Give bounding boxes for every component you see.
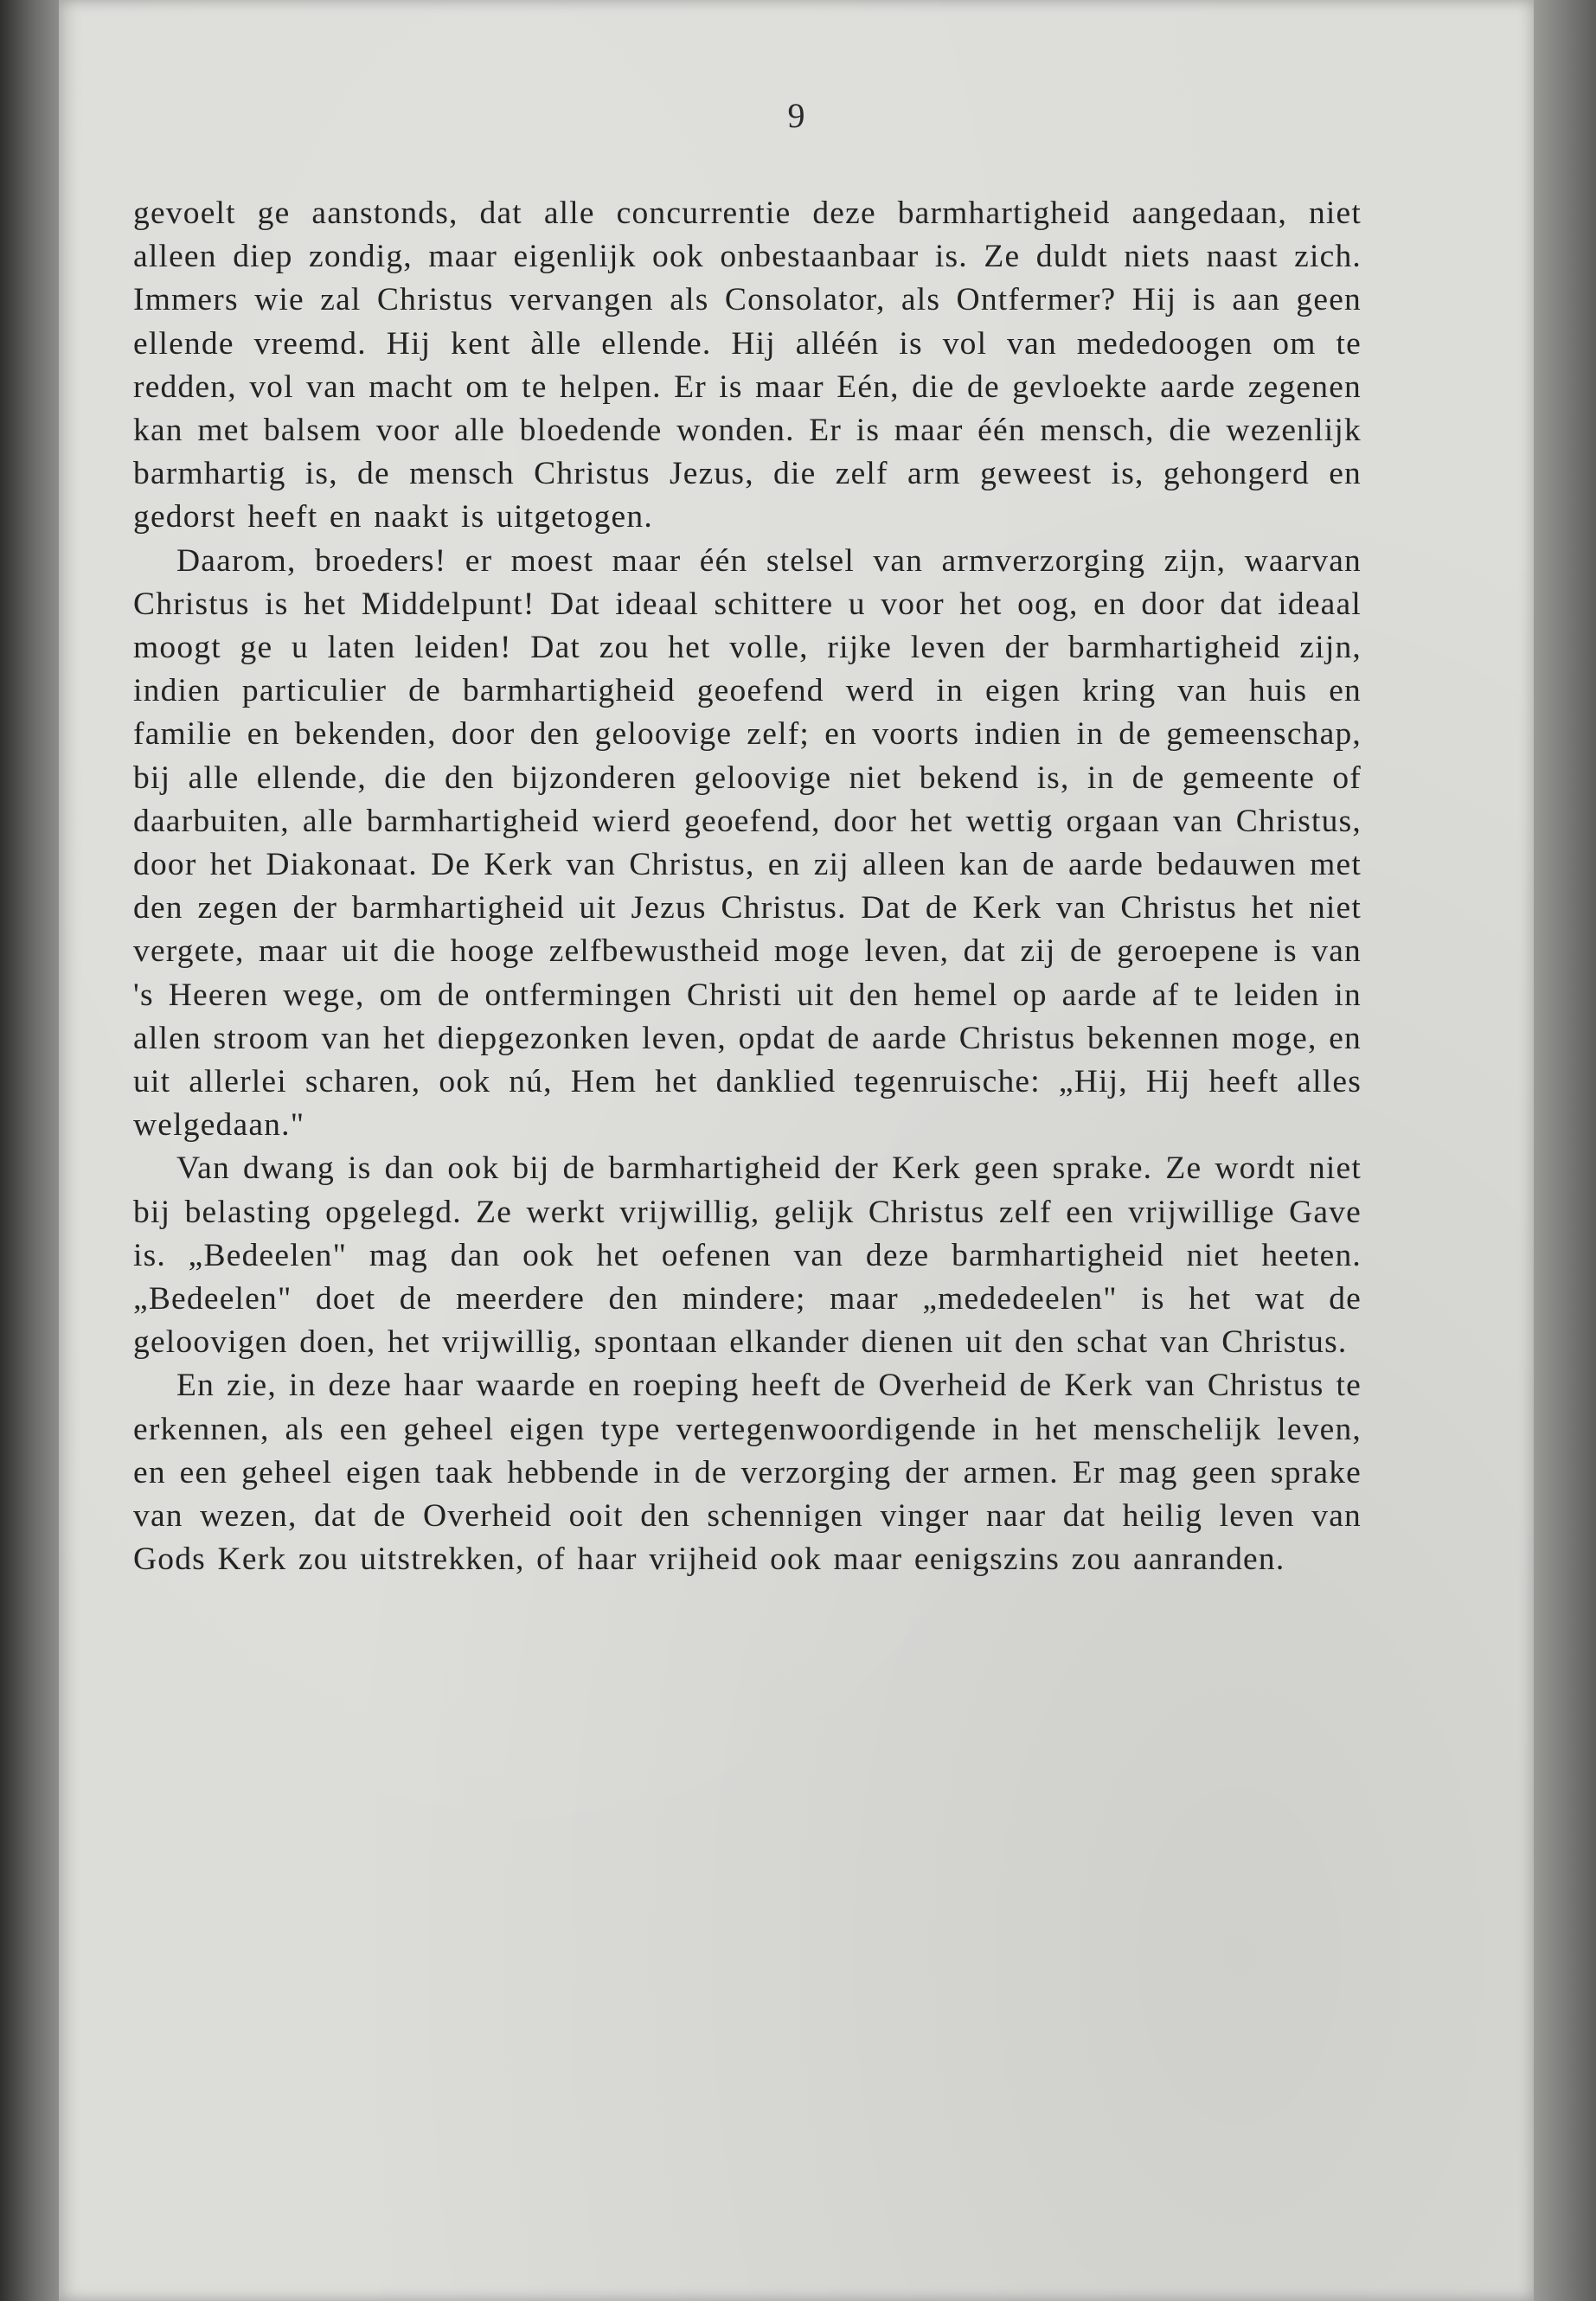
- body-text: [133, 192, 1362, 1582]
- page-number: 9: [787, 96, 805, 135]
- book-page: [59, 0, 1534, 2301]
- paragraph-3: Van dwang is dan ook bij de barmhartigheid der Kerk geen sprake. Ze wordt niet bij belasting opgelegd. Ze werkt vrijwillig, gelijk Christus zelf een vrijwillige Gave is. „Bedeelen" mag dan ook het oefenen van deze barmhartigheid niet heeten. „Bedeelen" doet de meerdere den mindere; maar „mededeelen" is het wat de geloovigen doen, het vrijwillig, spontaan elkander dienen uit den schat van Christus.: [133, 1150, 1362, 1361]
- paragraph-2: Daarom, broeders! er moest maar één stelsel van armverzorging zijn, waarvan Christus is het Middelpunt! Dat ideaal schittere u voor het oog, en door dat ideaal moogt ge u laten leiden! Dat zou het volle, rijke leven der barmhartigheid zijn, indien particulier de barmhartigheid geoefend werd in eigen kring van huis en familie en bekenden, door den geloovige zelf; en voorts indien in de gemeenschap, bij alle ellende, die den bijzonderen geloovige niet bekend is, in de gemeente of daarbuiten, alle barmhartigheid wierd geoefend, door het wettig orgaan van Christus, door het Diakonaat. De Kerk van Christus, en zij alleen kan de aarde bedauwen met den zegen der barmhartigheid uit Jezus Christus. Dat de Kerk van Christus het niet vergete, maar uit die hooge zelfbewustheid moge leven, dat zij de geroepene is van 's Heeren wege, om de ontfermingen Christi uit den hemel op aarde af te leiden in allen stroom van het diepgezonken leven, opdat de aarde Christus bekennen moge, en uit allerlei scharen, ook nú, Hem het danklied tegenruische: „Hij, Hij heeft alles welgedaan.": [133, 542, 1362, 1144]
- paragraph-1: gevoelt ge aanstonds, dat alle concurrentie deze barmhartigheid aangedaan, niet alleen diep zondig, maar eigenlijk ook onbestaanbaar is. Ze duldt niets naast zich. Immers wie zal Christus vervangen als Consolator, als Ontfermer? Hij is aan geen ellende vreemd. Hij kent àlle ellende. Hij alléén is vol van mededoogen om te redden, vol van macht om te helpen. Er is maar Eén, die de gevloekte aarde zegenen kan met balsem voor alle bloedende wonden. Er is maar één mensch, die wezenlijk barmhartig is, de mensch Christus Jezus, die zelf arm geweest is, gehongerd en gedorst heeft en naakt is uitgetogen.: [133, 195, 1362, 535]
- scan-right-edge: [1534, 0, 1596, 2301]
- paragraph-4: En zie, in deze haar waarde en roeping heeft de Overheid de Kerk van Christus te erkennen, als een geheel eigen type vertegenwoordigende in het menschelijk leven, en een geheel eigen taak hebbende in de verzorging der armen. Er mag geen sprake van wezen, dat de Overheid ooit den schennigen vinger naar dat heilig leven van Gods Kerk zou uitstrekken, of haar vrijheid ook maar eenigszins zou aanranden.: [133, 1368, 1362, 1578]
- scan-left-edge: [0, 0, 59, 2301]
